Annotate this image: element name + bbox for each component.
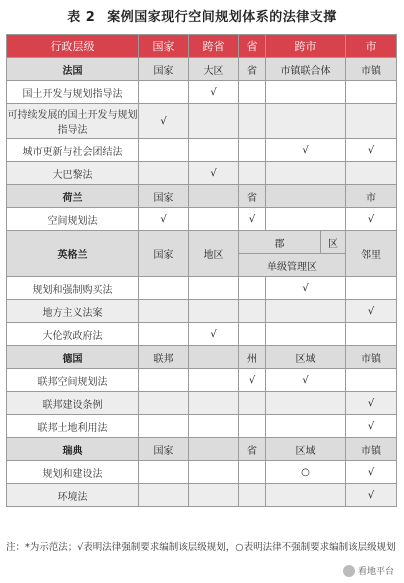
optional-mark: ○ xyxy=(266,461,346,484)
level-cell: 市镇 xyxy=(346,58,397,81)
empty-cell xyxy=(189,139,239,162)
country-row xyxy=(7,185,397,208)
empty-cell xyxy=(346,277,397,300)
level-cell: 邻里 xyxy=(346,231,397,277)
empty-cell xyxy=(266,208,346,231)
country-name: 荷兰 xyxy=(7,185,139,208)
check-mark: √ xyxy=(139,208,189,231)
footnote: 注：*为示范法；√表明法律强制要求编制该层级规划，○表明法律不强制要求编制该层级规划 xyxy=(6,542,396,553)
law-name: 联邦土地利用法 xyxy=(7,415,139,438)
empty-cell xyxy=(239,323,266,346)
check-mark: √ xyxy=(266,139,346,162)
empty-cell xyxy=(346,104,397,139)
law-row xyxy=(7,81,397,104)
law-row xyxy=(7,323,397,346)
empty-cell xyxy=(266,415,346,438)
law-name: 空间规划法 xyxy=(7,208,139,231)
law-row xyxy=(7,139,397,162)
empty-cell xyxy=(239,415,266,438)
check-mark: √ xyxy=(346,208,397,231)
check-mark: √ xyxy=(139,104,189,139)
law-row xyxy=(7,369,397,392)
country-name: 德国 xyxy=(7,346,139,369)
empty-cell xyxy=(189,300,239,323)
empty-cell xyxy=(189,392,239,415)
law-row xyxy=(7,300,397,323)
level-cell: 国家 xyxy=(139,185,189,208)
check-mark: √ xyxy=(346,139,397,162)
empty-cell xyxy=(266,104,346,139)
law-row xyxy=(7,162,397,185)
level-cell xyxy=(189,346,239,369)
check-mark: √ xyxy=(189,323,239,346)
law-row xyxy=(7,461,397,484)
law-table xyxy=(6,34,397,507)
level-cell: 区 xyxy=(321,231,346,254)
empty-cell xyxy=(139,392,189,415)
level-cell: 地区 xyxy=(189,231,239,277)
empty-cell xyxy=(189,277,239,300)
law-name: 环境法 xyxy=(7,484,139,507)
empty-cell xyxy=(346,323,397,346)
empty-cell xyxy=(239,81,266,104)
level-cell: 国家 xyxy=(139,231,189,277)
level-cell: 省 xyxy=(239,185,266,208)
level-cell xyxy=(189,185,239,208)
empty-cell xyxy=(266,81,346,104)
header-cell: 跨市 xyxy=(266,35,346,58)
empty-cell xyxy=(139,369,189,392)
empty-cell xyxy=(139,277,189,300)
empty-cell xyxy=(239,162,266,185)
empty-cell xyxy=(239,277,266,300)
law-name: 大巴黎法 xyxy=(7,162,139,185)
law-name: 规划和建设法 xyxy=(7,461,139,484)
country-row xyxy=(7,346,397,369)
empty-cell xyxy=(139,300,189,323)
empty-cell xyxy=(189,461,239,484)
check-mark: √ xyxy=(346,300,397,323)
country-row xyxy=(7,438,397,461)
level-cell: 大区 xyxy=(189,58,239,81)
check-mark: √ xyxy=(266,369,346,392)
watermark-text: 看地平台 xyxy=(357,567,394,577)
level-cell: 单级管理区 xyxy=(239,254,346,277)
empty-cell xyxy=(346,369,397,392)
empty-cell xyxy=(266,323,346,346)
level-cell: 市 xyxy=(346,185,397,208)
empty-cell xyxy=(139,415,189,438)
level-cell: 区域 xyxy=(266,438,346,461)
level-cell: 省 xyxy=(239,438,266,461)
level-cell: 省 xyxy=(239,58,266,81)
table-title xyxy=(0,6,404,25)
law-name: 地方主义法案 xyxy=(7,300,139,323)
empty-cell xyxy=(346,81,397,104)
law-name: 联邦建设条例 xyxy=(7,392,139,415)
check-mark: √ xyxy=(189,162,239,185)
header-cell: 省 xyxy=(239,35,266,58)
law-name: 国土开发与规划指导法 xyxy=(7,81,139,104)
empty-cell xyxy=(266,484,346,507)
empty-cell xyxy=(139,323,189,346)
empty-cell xyxy=(239,484,266,507)
empty-cell xyxy=(189,369,239,392)
table-number: 表 2 xyxy=(67,10,96,25)
level-cell: 市镇 xyxy=(346,438,397,461)
law-name: 规划和强制购买法 xyxy=(7,277,139,300)
empty-cell xyxy=(189,208,239,231)
check-mark: √ xyxy=(266,277,346,300)
empty-cell xyxy=(139,461,189,484)
empty-cell xyxy=(189,415,239,438)
level-cell: 区域 xyxy=(266,346,346,369)
empty-cell xyxy=(189,484,239,507)
level-cell: 郡 xyxy=(239,231,321,254)
level-cell xyxy=(189,438,239,461)
empty-cell xyxy=(346,162,397,185)
header-row xyxy=(7,35,397,58)
watermark-logo xyxy=(343,564,394,577)
country-row xyxy=(7,58,397,81)
empty-cell xyxy=(239,104,266,139)
law-row xyxy=(7,415,397,438)
check-mark: √ xyxy=(239,369,266,392)
country-name: 法国 xyxy=(7,58,139,81)
level-cell: 州 xyxy=(239,346,266,369)
wechat-icon xyxy=(343,565,355,577)
check-mark: √ xyxy=(239,208,266,231)
header-cell: 市 xyxy=(346,35,397,58)
law-name: 城市更新与社会团结法 xyxy=(7,139,139,162)
check-mark: √ xyxy=(346,461,397,484)
country-name: 瑞典 xyxy=(7,438,139,461)
law-name: 大伦敦政府法 xyxy=(7,323,139,346)
empty-cell xyxy=(139,484,189,507)
law-row xyxy=(7,484,397,507)
level-cell: 市镇 xyxy=(346,346,397,369)
check-mark: √ xyxy=(346,392,397,415)
empty-cell xyxy=(266,162,346,185)
law-row xyxy=(7,392,397,415)
law-name: 联邦空间规划法 xyxy=(7,369,139,392)
empty-cell xyxy=(189,104,239,139)
empty-cell xyxy=(239,300,266,323)
check-mark: √ xyxy=(346,415,397,438)
check-mark: √ xyxy=(346,484,397,507)
level-cell xyxy=(266,185,346,208)
law-name: 可持续发展的国土开发与规划指导法 xyxy=(7,104,139,139)
empty-cell xyxy=(139,81,189,104)
table-caption: 案例国家现行空间规划体系的法律支撑 xyxy=(107,10,337,25)
header-cell: 跨省 xyxy=(189,35,239,58)
level-cell: 市镇联合体 xyxy=(266,58,346,81)
header-cell: 国家 xyxy=(139,35,189,58)
level-cell: 国家 xyxy=(139,438,189,461)
level-cell: 国家 xyxy=(139,58,189,81)
empty-cell xyxy=(266,300,346,323)
empty-cell xyxy=(139,162,189,185)
empty-cell xyxy=(139,139,189,162)
country-name: 英格兰 xyxy=(7,231,139,277)
country-row xyxy=(7,231,397,254)
level-cell: 联邦 xyxy=(139,346,189,369)
empty-cell xyxy=(266,392,346,415)
check-mark: √ xyxy=(189,81,239,104)
header-cell: 行政层级 xyxy=(7,35,139,58)
law-row xyxy=(7,277,397,300)
empty-cell xyxy=(239,139,266,162)
law-row xyxy=(7,104,397,139)
empty-cell xyxy=(239,392,266,415)
law-row xyxy=(7,208,397,231)
empty-cell xyxy=(239,461,266,484)
